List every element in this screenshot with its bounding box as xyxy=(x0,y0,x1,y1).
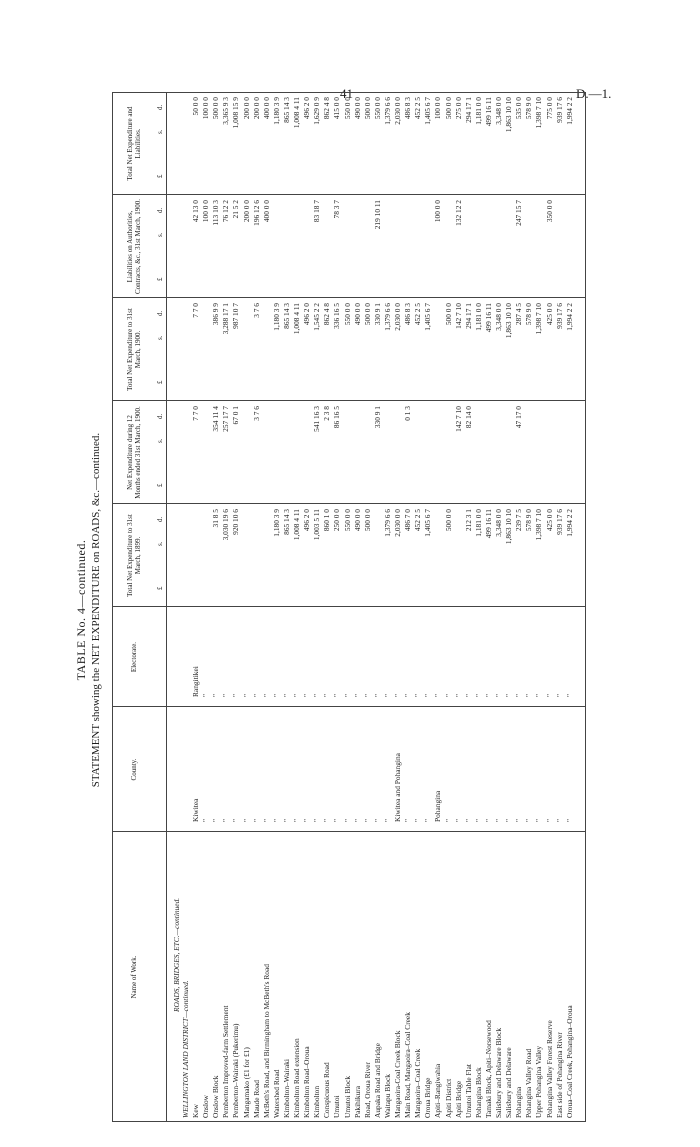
row-electorate: " xyxy=(342,693,352,697)
row-amount: 275 0 0 xyxy=(453,97,463,120)
row-name: Upper Pohangina Valley xyxy=(534,1045,544,1118)
row-amount: 496 2 0 xyxy=(302,509,312,532)
row-county: " xyxy=(403,818,413,822)
row-amount: 3,348 0 0 xyxy=(494,509,503,537)
row-name: Kimbolton Road extension xyxy=(292,1038,301,1118)
rotated-table-page xyxy=(72,90,592,1130)
row-amount: 212 3 1 xyxy=(463,509,473,532)
row-amount: 987 10 7 xyxy=(231,303,241,329)
row-county: " xyxy=(362,818,372,822)
row-amount: 132 12 2 xyxy=(453,200,463,226)
row-electorate: " xyxy=(403,693,413,697)
row-amount: 76 12 2 xyxy=(221,200,231,223)
row-electorate: " xyxy=(453,693,463,697)
row-amount: 83 18 7 xyxy=(312,200,322,223)
unit-label-pound: £ xyxy=(156,277,164,281)
row-amount: 2,030 0 0 xyxy=(393,303,402,331)
row-county: Kiwitea and Pohangina xyxy=(393,753,402,822)
row-amount: 860 1 0 xyxy=(322,509,332,532)
row-amount: 1,405 6 7 xyxy=(423,509,433,537)
row-amount: 1,180 3 9 xyxy=(271,303,281,331)
unit-label-shilling: s. xyxy=(156,438,164,443)
row-name: Salisbury and Delaware Block xyxy=(494,1027,503,1118)
row-amount: 486 8 3 xyxy=(403,97,413,120)
row-name: Conspicuous Road xyxy=(322,1062,332,1118)
row-amount: 496 2 0 xyxy=(302,97,312,120)
row-amount: 535 0 0 xyxy=(514,97,524,120)
row-name: Mangamako (£1 for £1) xyxy=(241,1047,251,1118)
row-amount: 578 9 0 xyxy=(524,303,534,326)
unit-label-pence: d. xyxy=(156,310,164,316)
table-title: TABLE No. 4—continued. xyxy=(74,539,88,681)
row-name: Apiti District xyxy=(443,1078,453,1118)
row-amount: 499 16 11 xyxy=(483,509,493,539)
row-amount: 294 17 1 xyxy=(463,303,473,329)
unit-label-pound: £ xyxy=(156,483,164,487)
row-amount: 330 9 1 xyxy=(372,406,382,429)
row-electorate: " xyxy=(312,693,322,697)
row-amount: 67 0 1 xyxy=(231,406,241,425)
row-name: Pohangina Valley Forest Reserve xyxy=(544,1020,554,1118)
row-county: " xyxy=(544,818,554,822)
row-amount: 1,180 3 9 xyxy=(271,509,281,537)
row-name: Kew xyxy=(191,1104,200,1118)
row-amount: 400 0 0 xyxy=(261,200,271,223)
row-amount: 21 5 2 xyxy=(231,200,241,219)
row-electorate: " xyxy=(514,693,524,697)
row-amount: 350 0 0 xyxy=(544,200,554,223)
row-amount: 578 9 0 xyxy=(524,97,534,120)
row-amount: 1,181 0 0 xyxy=(473,303,483,331)
row-county: " xyxy=(463,818,473,822)
row-amount: 425 0 0 xyxy=(544,303,554,326)
row-amount: 250 0 0 xyxy=(332,509,342,532)
row-name: Waitapu Block xyxy=(382,1074,392,1118)
row-amount: 1,379 6 6 xyxy=(382,303,392,331)
row-county: " xyxy=(494,818,503,822)
row-amount: 31 8 5 xyxy=(211,509,221,528)
row-electorate: Rangitikei xyxy=(191,666,200,697)
row-name: Salisbury and Delaware xyxy=(504,1047,514,1118)
row-electorate: " xyxy=(473,693,483,697)
row-amount: 100 0 0 xyxy=(201,97,211,120)
row-electorate: " xyxy=(281,693,291,697)
row-electorate: " xyxy=(201,693,211,697)
row-name: Aupaka Road and Bridge xyxy=(372,1043,382,1118)
row-name: Oroua–Coal Creek, Pohangina–Oroua xyxy=(564,1005,574,1118)
row-amount: 2,030 0 0 xyxy=(393,509,402,537)
row-amount: 3,365 9 3 xyxy=(221,97,231,125)
row-electorate: " xyxy=(362,693,372,697)
row-county: Kiwitea xyxy=(191,798,200,822)
row-amount: 86 16 5 xyxy=(332,406,342,429)
row-county: " xyxy=(251,818,261,822)
row-amount: 1,629 0 9 xyxy=(312,97,322,125)
header-electorate: Electorate. xyxy=(130,641,138,673)
row-electorate: " xyxy=(443,693,453,697)
row-amount: 862 4 8 xyxy=(322,97,332,120)
row-county: " xyxy=(261,818,271,822)
row-name: Road, Oroua River xyxy=(362,1061,372,1118)
row-amount: 1,398 7 10 xyxy=(534,509,544,541)
row-amount: 1,994 2 2 xyxy=(564,509,574,537)
row-amount: 1,008 15 9 xyxy=(231,97,241,129)
row-amount: 486 7 0 xyxy=(403,509,413,532)
row-county: " xyxy=(413,818,423,822)
row-amount: 1,180 3 9 xyxy=(271,97,281,125)
row-county: " xyxy=(372,818,382,822)
row-county: " xyxy=(231,818,241,822)
row-amount: 1,008 4 11 xyxy=(292,303,301,335)
unit-label-pound: £ xyxy=(156,380,164,384)
row-name: Apiti–Rangiwahia xyxy=(433,1063,443,1118)
row-name: Watershed Road xyxy=(271,1069,281,1118)
row-amount: 200 0 0 xyxy=(241,97,251,120)
row-amount: 42 13 0 xyxy=(191,200,200,223)
row-amount: 330 9 1 xyxy=(372,303,382,326)
row-amount: 452 2 5 xyxy=(413,303,423,326)
row-amount: 7 7 0 xyxy=(191,406,200,421)
row-electorate: " xyxy=(393,693,402,697)
unit-label-shilling: s. xyxy=(156,541,164,546)
unit-label-shilling: s. xyxy=(156,232,164,237)
row-name: Oroua Bridge xyxy=(423,1077,433,1118)
row-amount: 500 0 0 xyxy=(362,97,372,120)
row-name: Onslow xyxy=(201,1095,211,1118)
row-amount: 452 2 5 xyxy=(413,97,423,120)
row-electorate: " xyxy=(251,693,261,697)
row-electorate: " xyxy=(332,693,342,697)
row-amount: 490 0 0 xyxy=(352,509,362,532)
row-amount: 500 0 0 xyxy=(362,509,372,532)
row-name: Kimbolton xyxy=(312,1085,322,1118)
row-amount: 1,379 6 6 xyxy=(382,97,392,125)
row-county: " xyxy=(292,818,301,822)
row-amount: 1,398 7 10 xyxy=(534,303,544,335)
row-amount: 1,545 2 2 xyxy=(312,303,322,331)
unit-label-pence: d. xyxy=(156,207,164,213)
row-electorate: " xyxy=(372,693,382,697)
row-amount: 1,405 6 7 xyxy=(423,303,433,331)
row-name: Kimbolton–Wairaki xyxy=(281,1059,291,1118)
row-amount: 196 12 6 xyxy=(251,200,261,226)
row-county: " xyxy=(382,818,392,822)
row-amount: 865 14 3 xyxy=(281,509,291,535)
row-county: " xyxy=(504,818,514,822)
row-county: " xyxy=(423,818,433,822)
row-county: " xyxy=(443,818,453,822)
unit-label-pence: d. xyxy=(156,104,164,110)
row-amount: 1,008 4 11 xyxy=(292,509,301,541)
row-county: " xyxy=(564,818,574,822)
row-electorate: " xyxy=(211,693,221,697)
page-reference: D.—1. xyxy=(576,86,612,101)
row-amount: 452 2 5 xyxy=(413,509,423,532)
row-amount: 7 7 0 xyxy=(191,303,200,318)
row-amount: 1,405 6 7 xyxy=(423,97,433,125)
row-amount: 200 0 0 xyxy=(241,200,251,223)
row-amount: 775 0 0 xyxy=(544,97,554,120)
row-county: " xyxy=(241,818,251,822)
row-amount: 219 10 11 xyxy=(372,200,382,230)
row-amount: 1,181 0 0 xyxy=(473,97,483,125)
row-amount: 336 16 5 xyxy=(332,303,342,329)
header-county: County. xyxy=(130,758,138,781)
page-number: 41 xyxy=(340,86,353,101)
row-amount: 1,863 10 10 xyxy=(504,509,514,545)
row-amount: 578 9 0 xyxy=(524,509,534,532)
row-name: Pohangina Block xyxy=(473,1067,483,1118)
row-amount: 1,863 10 10 xyxy=(504,303,514,339)
row-amount: 499 16 11 xyxy=(483,97,493,127)
row-county: " xyxy=(524,818,534,822)
row-name: East side of Pohangina River xyxy=(554,1032,564,1118)
row-name: Mangaoira–Coal Creek xyxy=(413,1048,423,1118)
header-total-net-and-liabilities: Total Net Expenditure and Liabilities. xyxy=(126,106,142,181)
row-amount: 3,288 17 1 xyxy=(221,303,231,335)
row-amount: 500 0 0 xyxy=(362,303,372,326)
row-amount: 490 0 0 xyxy=(352,303,362,326)
row-amount: 78 3 7 xyxy=(332,200,342,219)
row-amount: 354 11 4 xyxy=(211,406,221,432)
row-name: Umutoi Table Flat xyxy=(463,1064,473,1118)
row-electorate: " xyxy=(271,693,281,697)
row-amount: 939 17 6 xyxy=(554,97,564,123)
row-amount: 142 7 10 xyxy=(453,303,463,329)
row-county: " xyxy=(352,818,362,822)
row-name: Pemberton Improved-farm Settlement xyxy=(221,1005,231,1118)
row-amount: 490 0 0 xyxy=(352,97,362,120)
row-amount: 1,863 10 10 xyxy=(504,97,514,133)
row-electorate: " xyxy=(231,693,241,697)
row-amount: 3 7 6 xyxy=(251,303,261,318)
row-electorate: " xyxy=(524,693,534,697)
row-electorate: " xyxy=(221,693,231,697)
row-electorate: " xyxy=(423,693,433,697)
row-name: Kimbolton Road–Oroua xyxy=(302,1046,312,1118)
row-electorate: " xyxy=(352,693,362,697)
district-heading: WELLINGTON LAND DISTRICT—continued. xyxy=(181,980,190,1118)
row-electorate: " xyxy=(554,693,564,697)
row-amount: 386 9 9 xyxy=(211,303,221,326)
row-county: " xyxy=(473,818,483,822)
row-amount: 862 4 8 xyxy=(322,303,332,326)
row-amount: 1,398 7 10 xyxy=(534,97,544,129)
row-amount: 82 14 0 xyxy=(463,406,473,429)
row-name: Pohangina Valley Road xyxy=(524,1048,534,1118)
unit-label-pound: £ xyxy=(156,586,164,590)
row-county: Pohangina xyxy=(433,790,443,822)
row-amount: 257 17 7 xyxy=(221,406,231,432)
unit-label-pound: £ xyxy=(156,174,164,178)
row-amount: 400 0 0 xyxy=(261,97,271,120)
unit-label-pence: d. xyxy=(156,516,164,522)
row-electorate: " xyxy=(433,693,443,697)
row-amount: 500 0 0 xyxy=(443,303,453,326)
row-county: " xyxy=(534,818,544,822)
row-name: Maude Road xyxy=(251,1080,261,1118)
row-amount: 239 7 5 xyxy=(514,509,524,532)
row-electorate: " xyxy=(564,693,574,697)
row-electorate: " xyxy=(483,693,493,697)
row-county: " xyxy=(514,818,524,822)
row-county: " xyxy=(302,818,312,822)
row-electorate: " xyxy=(302,693,312,697)
row-amount: 247 15 7 xyxy=(514,200,524,226)
row-county: " xyxy=(271,818,281,822)
row-amount: 550 0 0 xyxy=(372,97,382,120)
row-amount: 486 8 3 xyxy=(403,303,413,326)
unit-label-shilling: s. xyxy=(156,335,164,340)
row-amount: 47 17 0 xyxy=(514,406,524,429)
row-amount: 142 7 10 xyxy=(453,406,463,432)
row-amount: 0 1 3 xyxy=(403,406,413,421)
row-name: Pohangina xyxy=(514,1086,524,1118)
row-name: Pemberton–Wairaki (Pukerimu) xyxy=(231,1023,241,1118)
row-county: " xyxy=(554,818,564,822)
row-amount: 3,348 0 0 xyxy=(494,97,503,125)
header-net-during-year: Net Expenditure during 12 Months ended 31st March, 1900. xyxy=(126,406,142,499)
row-amount: 550 0 0 xyxy=(342,303,352,326)
row-amount: 500 0 0 xyxy=(443,97,453,120)
row-name: Apiti Bridge xyxy=(453,1080,463,1118)
expenditure-table xyxy=(112,92,586,1122)
row-county: " xyxy=(483,818,493,822)
row-amount: 1,994 2 2 xyxy=(564,303,574,331)
row-name: Onslow Block xyxy=(211,1075,221,1118)
row-amount: 100 0 0 xyxy=(433,97,443,120)
header-liabilities: Liabilities on Authorities, Contracts, &c., 31st March, 1900. xyxy=(126,198,142,295)
row-name: McBeth's Road, and Birmingham to McBeth's Road xyxy=(261,964,271,1118)
row-amount: 939 17 6 xyxy=(554,509,564,535)
row-county: " xyxy=(322,818,332,822)
row-amount: 50 0 0 xyxy=(191,97,200,116)
unit-label-pence: d. xyxy=(156,413,164,419)
row-county: " xyxy=(342,818,352,822)
row-electorate: " xyxy=(261,693,271,697)
row-amount: 550 0 0 xyxy=(342,97,352,120)
table-subtitle: STATEMENT showing the NET EXPENDITURE on ROADS, &c.—continued. xyxy=(90,432,102,788)
row-amount: 3 7 6 xyxy=(251,406,261,421)
unit-label-shilling: s. xyxy=(156,129,164,134)
row-name: Mangaoira-Coal Creek Block xyxy=(393,1030,402,1118)
row-amount: 2 3 8 xyxy=(322,406,332,421)
row-amount: 1,379 6 6 xyxy=(382,509,392,537)
row-electorate: " xyxy=(504,693,514,697)
row-amount: 500 0 0 xyxy=(211,97,221,120)
row-amount: 100 0 0 xyxy=(201,200,211,223)
row-amount: 1,181 0 0 xyxy=(473,509,483,537)
row-electorate: " xyxy=(534,693,544,697)
row-name: Main Road, Mangaoira–Coal Creek xyxy=(403,1012,413,1118)
row-electorate: " xyxy=(322,693,332,697)
row-amount: 1,003 5 11 xyxy=(312,509,322,541)
row-amount: 113 10 3 xyxy=(211,200,221,226)
row-amount: 865 14 3 xyxy=(281,303,291,329)
header-total-net-1899: Total Net Expenditure to 31st March, 1899. xyxy=(126,514,142,597)
row-amount: 496 2 0 xyxy=(302,303,312,326)
row-county: " xyxy=(211,818,221,822)
row-amount: 939 17 6 xyxy=(554,303,564,329)
row-amount: 100 0 0 xyxy=(433,200,443,223)
row-county: " xyxy=(312,818,322,822)
row-amount: 287 4 5 xyxy=(514,303,524,326)
row-electorate: " xyxy=(241,693,251,697)
row-amount: 294 17 1 xyxy=(463,97,473,123)
row-amount: 499 16 11 xyxy=(483,303,493,333)
row-county: " xyxy=(332,818,342,822)
row-name: Tamaki Block, Apiti–Norsewood xyxy=(483,1020,493,1118)
row-amount: 920 10 6 xyxy=(231,509,241,535)
row-amount: 550 0 0 xyxy=(342,509,352,532)
row-amount: 865 14 3 xyxy=(281,97,291,123)
header-total-net-1900: Total Net Expenditure to 31st March, 1900. xyxy=(126,308,142,391)
row-amount: 425 0 0 xyxy=(544,509,554,532)
row-amount: 1,994 2 2 xyxy=(564,97,574,125)
row-amount: 541 16 3 xyxy=(312,406,322,432)
row-electorate: " xyxy=(494,693,503,697)
row-county: " xyxy=(201,818,211,822)
row-amount: 500 0 0 xyxy=(443,509,453,532)
section-heading: ROADS, BRIDGES, ETC.—continued. xyxy=(172,897,181,1012)
row-name: Umutoi xyxy=(332,1095,342,1118)
header-name-of-work: Name of Work. xyxy=(130,955,138,999)
row-electorate: " xyxy=(463,693,473,697)
row-amount: 415 0 0 xyxy=(332,97,342,120)
row-county: " xyxy=(281,818,291,822)
row-amount: 200 0 0 xyxy=(251,97,261,120)
row-electorate: " xyxy=(413,693,423,697)
row-electorate: " xyxy=(382,693,392,697)
row-electorate: " xyxy=(544,693,554,697)
row-county: " xyxy=(221,818,231,822)
row-county: " xyxy=(453,818,463,822)
row-electorate: " xyxy=(292,693,301,697)
row-name: Umutoi Block xyxy=(342,1075,352,1118)
row-amount: 3,348 0 0 xyxy=(494,303,503,331)
row-name: Pakihikura xyxy=(352,1085,362,1118)
row-amount: 2,030 0 0 xyxy=(393,97,402,125)
row-amount: 1,008 4 11 xyxy=(292,97,301,129)
row-amount: 3,030 19 6 xyxy=(221,509,231,541)
